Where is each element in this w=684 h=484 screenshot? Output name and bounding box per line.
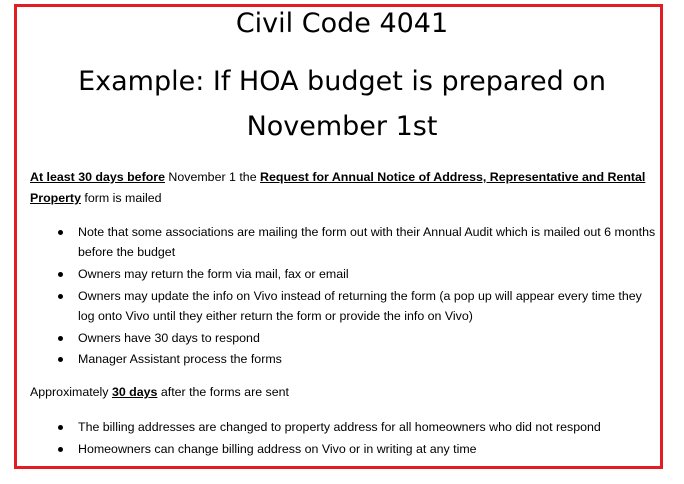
form-name: Request for Annual Notice of Address, Representative and Rental Property xyxy=(30,170,646,205)
approx-prefix: Approximately xyxy=(30,385,112,399)
list-item-text: The billing addresses are changed to property address for all homeowners who did not respond xyxy=(78,420,601,434)
list-item-text: Owners may update the info on Vivo instead of returning the form (a pop up will appear every time they log onto Vivo until they either return the form or provide the info on Vivo) xyxy=(78,289,642,323)
list-item-text: Note that some associations are mailing the form out with their Annual Audit which is mailed out 6 months before the budget xyxy=(78,225,656,259)
list-item-text: Owners have 30 days to respond xyxy=(78,331,260,345)
approx-paragraph xyxy=(30,382,650,403)
bullet-icon xyxy=(58,425,63,430)
approx-days: 30 days xyxy=(111,385,158,399)
approx-suffix: after the forms are sent xyxy=(157,385,289,399)
bullet-icon xyxy=(58,294,63,299)
intro-paragraph xyxy=(30,167,650,209)
slide-subtitle-line2: November 1st xyxy=(246,111,438,142)
bullet-icon xyxy=(58,336,63,341)
list-item-text: Manager Assistant process the forms xyxy=(78,352,282,366)
intro-lead: At least 30 days before xyxy=(30,170,165,184)
intro-tail: form is mailed xyxy=(80,191,162,205)
list-item-text: Owners may return the form via mail, fax or email xyxy=(78,267,349,281)
bullet-icon xyxy=(58,447,63,452)
intro-middle: November 1 the xyxy=(164,170,261,184)
bullet-icon xyxy=(58,230,63,235)
slide-subtitle-line1: Example: If HOA budget is prepared on xyxy=(78,66,606,97)
bullet-icon xyxy=(58,357,63,362)
bullet-icon xyxy=(58,272,63,277)
list-item-text: Homeowners can change billing address on Vivo or in writing at any time xyxy=(78,442,477,456)
slide-title: Civil Code 4041 xyxy=(235,8,449,39)
